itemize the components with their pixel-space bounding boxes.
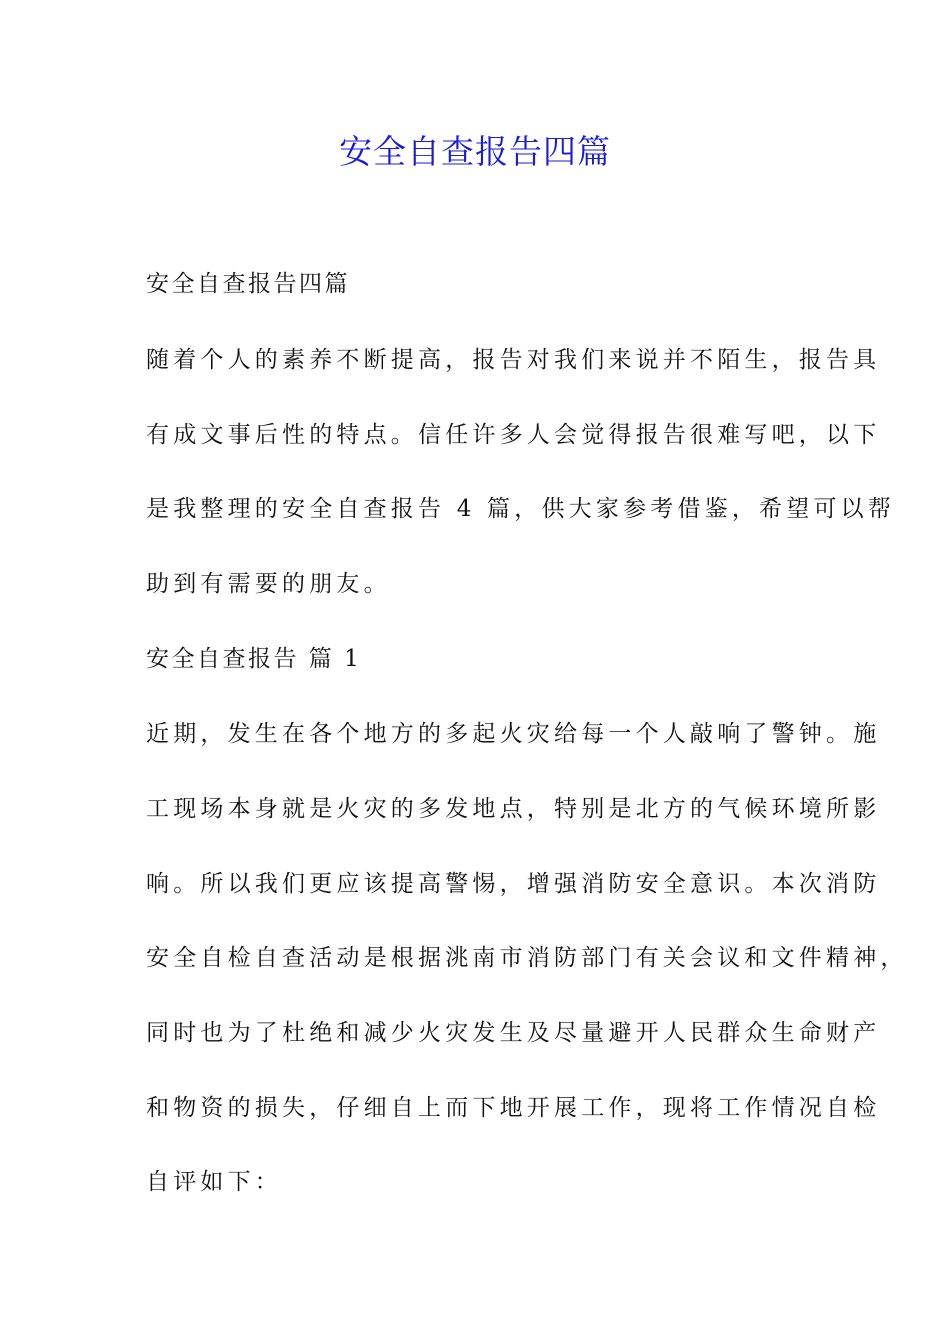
intro-line: 有成文事后性的特点。信任许多人会觉得报告很难写吧，以下 bbox=[146, 422, 881, 448]
section-line: 和物资的损失，仔细自上而下地开展工作，现将工作情况自检 bbox=[146, 1095, 881, 1121]
section-line: 安全自检自查活动是根据洮南市消防部门有关会议和文件精神， bbox=[146, 945, 908, 971]
document-subtitle: 安全自查报告四篇 bbox=[146, 271, 350, 297]
section-line: 自评如下： bbox=[146, 1169, 282, 1195]
intro-line: 随着个人的素养不断提高，报告对我们来说并不陌生，报告具 bbox=[146, 347, 881, 373]
section-line: 近期，发生在各个地方的多起火灾给每一个人敲响了警钟。施 bbox=[146, 721, 881, 747]
section-line: 工现场本身就是火灾的多发地点，特别是北方的气候环境所影 bbox=[146, 796, 881, 822]
intro-line: 助到有需要的朋友。 bbox=[146, 571, 391, 597]
section-line: 同时也为了杜绝和减少火灾发生及尽量避开人民群众生命财产 bbox=[146, 1020, 881, 1046]
document-title: 安全自查报告四篇 bbox=[339, 132, 611, 171]
intro-line: 是我整理的安全自查报告 4 篇，供大家参考借鉴，希望可以帮 bbox=[146, 496, 896, 522]
section-heading: 安全自查报告 篇 1 bbox=[146, 646, 362, 672]
section-line: 响。所以我们更应该提高警惕，增强消防安全意识。本次消防 bbox=[146, 871, 881, 897]
